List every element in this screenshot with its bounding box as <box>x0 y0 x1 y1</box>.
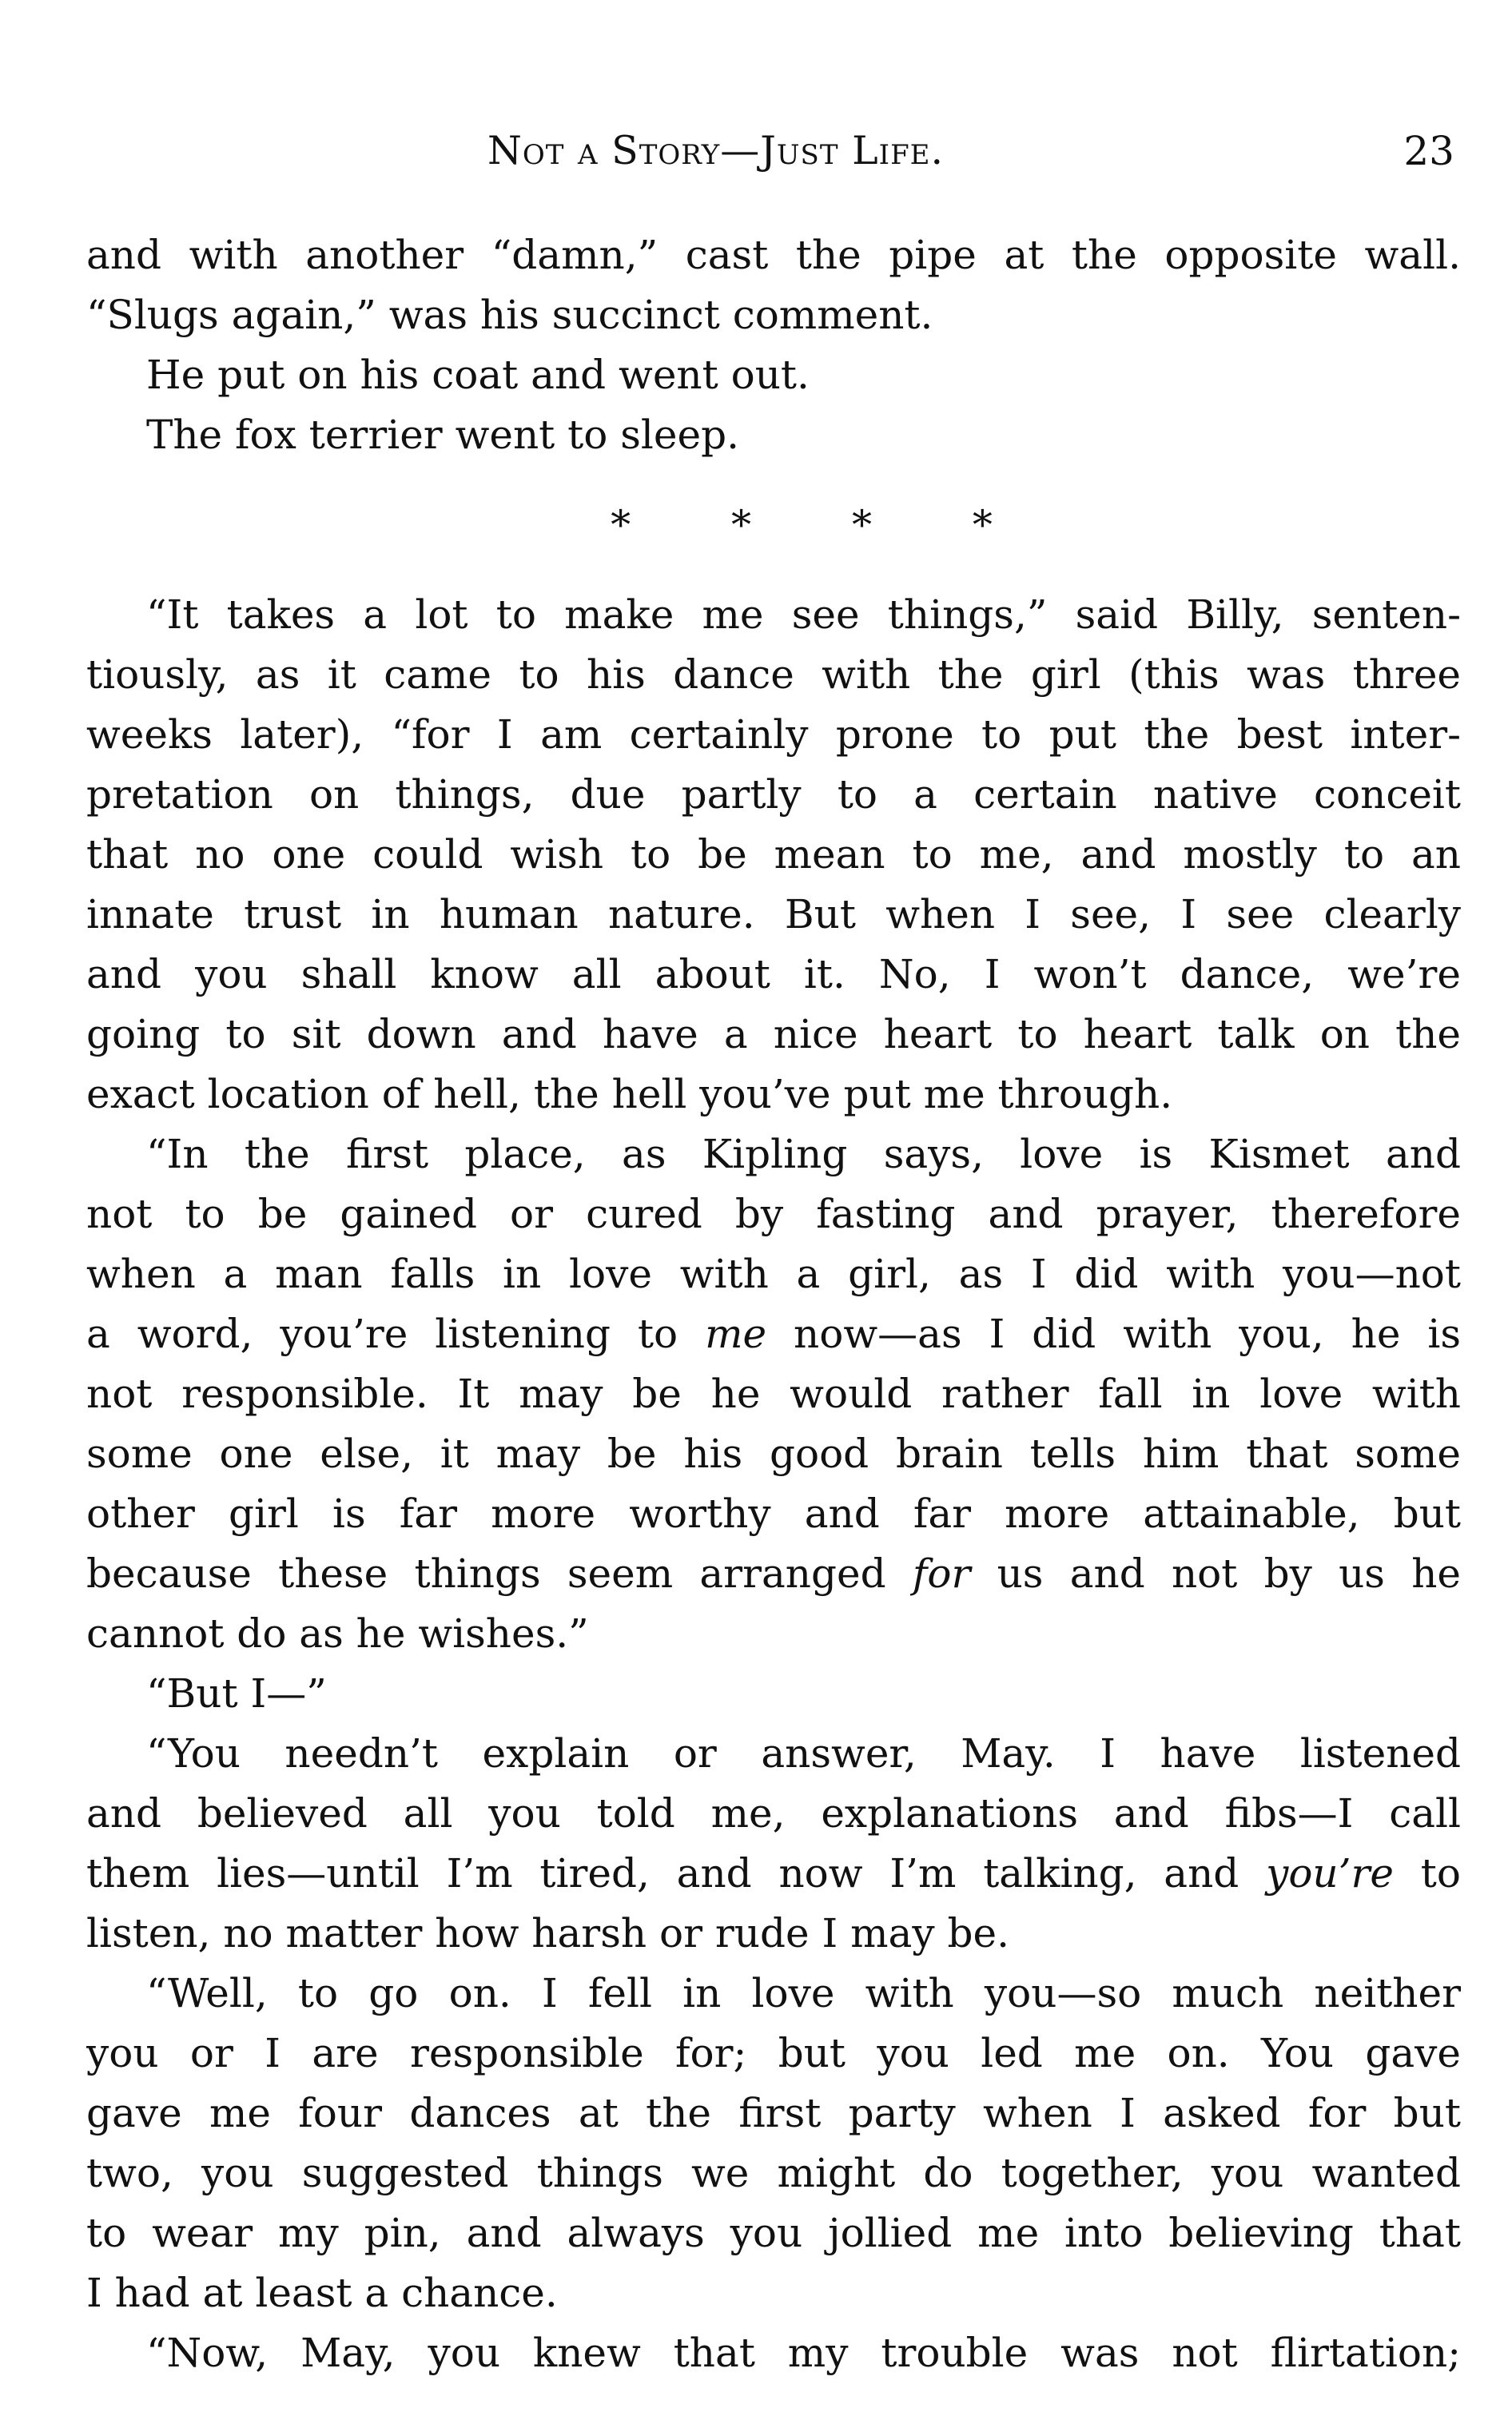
text-line: cannot do as he wishes.” <box>86 1610 589 1657</box>
text-segment: them lies—until I’m tired, and now I’m talking, and <box>86 1850 1267 1897</box>
text-segment: a word, you’re listening to <box>86 1311 706 1357</box>
page-header <box>0 128 1512 184</box>
text-line: exact location of hell, the hell you’ve put me through. <box>86 1071 1173 1117</box>
page-number: 23 <box>1403 128 1454 174</box>
text-line: some one else, it may be his good brain tells him that some <box>86 1431 1461 1477</box>
italic-word: for <box>912 1550 971 1597</box>
text-line: tiously, as it came to his dance with the girl (this was three <box>86 651 1461 698</box>
text-segment: to <box>1394 1850 1461 1897</box>
page-body <box>86 225 1461 2383</box>
text-line: and believed all you told me, explanations and fibs—I call <box>86 1790 1461 1837</box>
text-line: going to sit down and have a nice heart to heart talk on the <box>86 1011 1461 1057</box>
section-break: * * * * <box>611 502 993 548</box>
italic-word: you’re <box>1266 1850 1395 1897</box>
italic-word: me <box>705 1311 767 1357</box>
text-line: The fox terrier went to sleep. <box>146 412 739 458</box>
text-line <box>86 1844 1461 1904</box>
text-line: He put on his coat and went out. <box>146 352 810 398</box>
text-segment: because these things seem arranged <box>86 1550 913 1597</box>
text-line: that no one could wish to be mean to me, and mostly to an <box>86 831 1461 878</box>
text-line: weeks later), “for I am certainly prone to put the best inter- <box>86 711 1461 758</box>
text-line: “You needn’t explain or answer, May. I have listened <box>146 1730 1461 1777</box>
text-line: not responsible. It may be he would rather fall in love with <box>86 1371 1461 1417</box>
text-line: “In the first place, as Kipling says, love is Kismet and <box>146 1131 1461 1177</box>
text-line: listen, no matter how harsh or rude I may be. <box>86 1910 1009 1956</box>
text-segment: now—as I did with you, he is <box>766 1311 1461 1357</box>
text-line <box>86 1304 1461 1364</box>
text-line: I had at least a chance. <box>86 2270 558 2316</box>
text-line <box>86 1544 1461 1604</box>
text-line: other girl is far more worthy and far more attainable, but <box>86 1491 1461 1537</box>
text-segment: us and not by us he <box>970 1550 1461 1597</box>
text-line: you or I are responsible for; but you led me on. You gave <box>86 2030 1461 2076</box>
text-line: innate trust in human nature. But when I see, I see clearly <box>86 891 1461 937</box>
text-line: gave me four dances at the first party when I asked for but <box>86 2090 1461 2136</box>
text-line: pretation on things, due partly to a certain native conceit <box>86 771 1461 818</box>
text-line: and with another “damn,” cast the pipe at the opposite wall. <box>86 232 1461 278</box>
text-line: “Now, May, you knew that my trouble was not flirtation; <box>146 2330 1461 2376</box>
text-line: two, you suggested things we might do together, you wanted <box>86 2150 1461 2196</box>
text-line: “But I—” <box>146 1670 327 1717</box>
text-line: “Slugs again,” was his succinct comment. <box>86 292 933 338</box>
text-line: and you shall know all about it. No, I won’t dance, we’re <box>86 951 1461 997</box>
text-line: to wear my pin, and always you jollied me into believing that <box>86 2210 1461 2256</box>
running-title: Not a Story—Just Life. <box>487 128 945 173</box>
text-line: when a man falls in love with a girl, as I did with you—not <box>86 1251 1461 1297</box>
text-line: “It takes a lot to make me see things,” said Billy, senten- <box>146 591 1461 638</box>
text-line: not to be gained or cured by fasting and prayer, therefore <box>86 1191 1461 1237</box>
text-line: “Well, to go on. I fell in love with you—so much neither <box>146 1970 1461 2016</box>
